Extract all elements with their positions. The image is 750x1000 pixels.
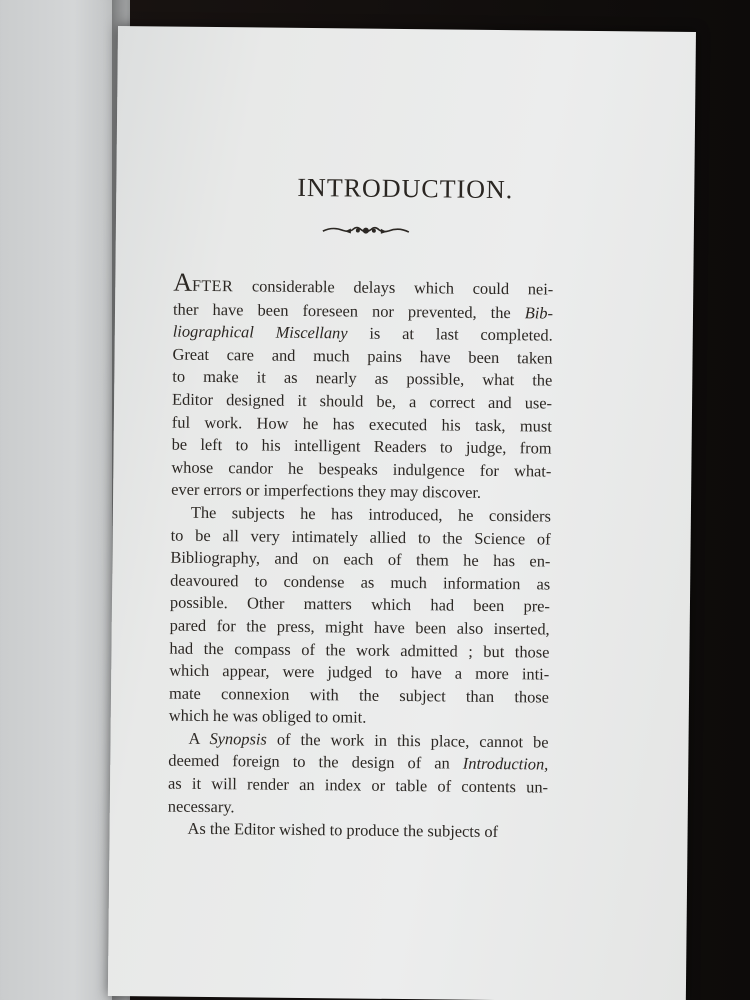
text-run: whose candor he bespeaks indulgence for what- (171, 457, 552, 481)
text-run: As the Editor wished to produce the subjects of (187, 819, 499, 842)
text-run: had the compass of the work admitted ; but those (169, 638, 550, 662)
text-line (167, 818, 547, 845)
italic-text: liographical Miscellany (172, 321, 348, 343)
text-run: Editor designed it should be, a correct and use- (171, 389, 553, 413)
dropcap: A (173, 267, 193, 297)
text-run: considerable delays which could nei- (233, 276, 554, 299)
text-line (170, 614, 550, 641)
text-run: as it will render an index or table of contents un- (167, 773, 549, 797)
text-run: ful work. How he has executed his task, must (171, 412, 552, 436)
text-run: ther have been foreseen nor prevented, the (172, 299, 525, 322)
body-text (167, 267, 554, 845)
text-run: which he was obliged to omit. (168, 705, 367, 727)
text-line (173, 267, 554, 303)
text-run: be left to his intelligent Readers to judge, from (171, 434, 552, 458)
page-title: INTRODUCTION. (297, 172, 514, 205)
book-page (108, 26, 696, 1000)
italic-text: Bib- (524, 302, 554, 323)
text-run: of the work in this place, cannot be (266, 729, 549, 752)
smallcaps: FTER (191, 277, 234, 296)
text-run: possible. Other matters which had been pre- (169, 592, 551, 616)
italic-text: Synopsis (209, 728, 267, 749)
ornament-divider-icon (321, 222, 411, 239)
text-line (172, 389, 552, 416)
text-line (171, 502, 551, 529)
text-run: necessary. (167, 796, 235, 816)
italic-text: Introduction, (462, 754, 549, 775)
text-run: pared for the press, might have been also inserted, (169, 615, 550, 639)
text-run: is at last completed. (347, 323, 553, 345)
text-run: deavoured to condense as much information as (170, 570, 551, 594)
text-run: The subjects he has introduced, he considers (190, 502, 551, 526)
text-run: to be all very intimately allied to the Science of (170, 525, 551, 549)
text-run: Great care and much pains have been taken (172, 344, 553, 368)
text-run: deemed foreign to the design of an (168, 751, 463, 774)
text-run: Bibliography, and on each of them he has en- (170, 547, 551, 571)
text-run: A (188, 728, 210, 748)
text-run: ever errors or imperfections they may discover. (171, 479, 482, 503)
text-run: which appear, were judged to have a more inti- (169, 660, 550, 684)
text-run: to make it as nearly as possible, what the (172, 366, 553, 390)
text-run: mate connexion with the subject than those (168, 683, 550, 707)
